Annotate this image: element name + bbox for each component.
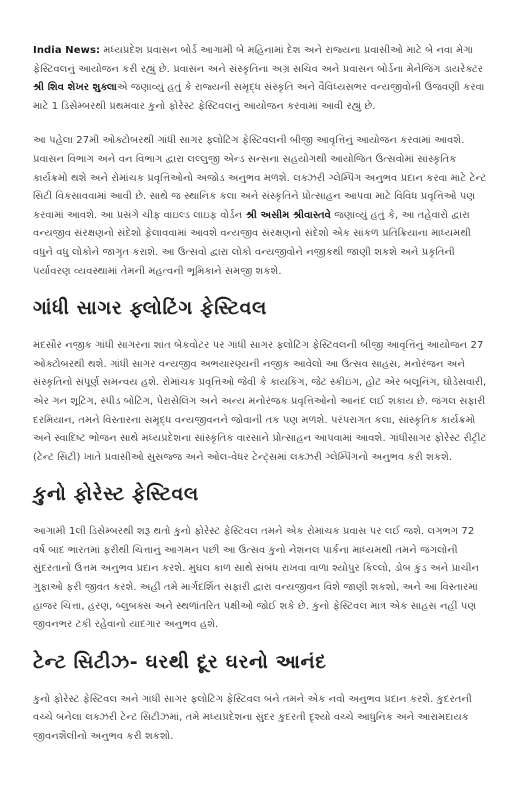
source-label: India News:: [33, 45, 101, 56]
second-paragraph: [33, 132, 489, 281]
section-heading-kuno: કુનો ફોરેસ્ટ ફેસ્ટિવલ: [33, 483, 199, 506]
second-text: આ પહેલા 27મી ઓક્ટોબરથી ગાંધી સાગર ફ્લોટિંગ ફેસ્ટિવલની બીજી આવૃત્તિનું આયોજન કરવામાં આવશે. પ્રવાસન વિભાગ અને વન વિભાગ દ્વારા લલ્લુજી એન્ડ સન્સના સહયોગથી આયોજિત ઉત્સવોમાં સાંસ્કૃતિક કાર્યક્રમો થશે અને રોમાંચક પ્રવૃત્તિઓનો અજોડ અનુભવ મળશે. લક્ઝરી ગ્લેમ્પિંગ અનુભવ પ્રદાન કરવા માટે ટેન્ટ સિટી વિકસાવવામાં આવી છે. સાથે જ સ્થાનિક કલા અને સંસ્કૃતિને પ્રોત્સાહન આપવા માટે વિવિધ પ્રવૃત્તિઓ પણ કરવામાં આવશે. આ પ્રસંગે ચીફ વાઇલ્ડ લાઇફ વોર્ડન: [33, 135, 487, 221]
intro-text: મધ્યપ્રદેશ પ્રવાસન બોર્ડ આગામી બે મહિનામાં દેશ અને રાજ્યના પ્રવાસીઓ માટે બે નવા મેગા ફેસ્ટિવલનું આયોજન કરી રહ્યું છે. પ્રવાસન અને સંસ્કૃતિના અગ્ર સચિવ અને પ્રવાસન બોર્ડના મેનેજિંગ ડાયરેક્ટર: [33, 45, 484, 75]
section-heading-gandhi-sagar: ગાંધી સાગર ફ્લોટિંગ ફેસ્ટિવલ: [33, 297, 268, 320]
second-text-tail: જણાવ્યું હતું કે, આ તહેવારો દ્વારા વન્યજીવ સંરક્ષણનો સંદેશો ફેલાવવામાં આવશે વન્યજીવ સંરક્ષણનો સંદેશો એક સાંકળ પ્રતિક્રિયાના માધ્યમથી વધુને વધુ લોકોને જાગૃત કરાશે. આ ઉત્સવો દ્વારા લોકો વન્યજીવોને નજીકથી જાણી શકશે અને પ્રકૃતિની પર્યાવરણ વ્યવસ્થામાં તેમની મહત્વની ભૂમિકાને સમજી શકશે.: [33, 209, 471, 277]
section-text-kuno: આગામી 1લી ડિસેમ્બરથી શરૂ થતો કુનો ફોરેસ્ટ ફેસ્ટિવલ તમને એક રોમાંચક પ્રવાસ પર લઈ જશે. લગભગ 72 વર્ષ બાદ ભારતમાં ફરીથી ચિત્તાનું આગમન પછી આ ઉત્સવ કુનો નેશનલ પાર્કના માધ્યમથી તમને જંગલોની સુંદરતાનો ઉત્તમ અનુભવ પ્રદાન કરશે. મુઘલ કાળ સાથે સંબંધ રાખવા વાળા શ્યોપુર કિલ્લો, ડોબ કુંડ અને પ્રાચીન ગુફાઓ ફરી જીવંત કરશે. અહીં તમે માર્ગદર્શિત સફારી દ્વારા વન્યજીવન વિશે જાણી શકશો, અને આ વિસ્તારમાં હાજર ચિત્તા, હરણ, બ્લુબક્સ અને સ્થળાંતરિત પક્ષીઓ જોઈ શકે છે. કુનો ફેસ્ટિવલ માત્ર એક સાહસ નહીં પણ જીવનભર ટકી રહેવાનો યાદગાર અનુભવ હશે.: [33, 526, 480, 631]
section-text-gandhi-sagar: મંદસૌર નજીક ગાંધી સાગરના શાંત બેકવોટર પર ગાંધી સાગર ફ્લોટિંગ ફેસ્ટિવલની બીજી આવૃત્તિનું આયોજન 27 ઓક્ટોબરથી થશે. ગાંધી સાગર વન્યજીવ અભયારણ્યની નજીક આવેલો આ ઉત્સવ સાહસ, મનોરંજન અને સંસ્કૃતિનો સંપૂર્ણ સમન્વય હશે. રોમાંચક પ્રવૃત્તિઓ જેવી કે કાયકિંગ, જેટ સ્કીઇંગ, હોટ એર બલૂનિંગ, ઘોડેસવારી, એર ગન શૂટિંગ, સ્પીડ બોટિંગ, પેરાસેલિંગ અને અન્ય મનોરંજક પ્રવૃત્તિઓનો આનંદ લઈ શકાય છે. જંગલ સફારી દરમિયાન, તમને વિસ્તારના સમૃદ્ધ વન્યજીવનને જોવાની તક પણ મળશે. પરંપરાગત કલા, સાંસ્કૃતિક કાર્યક્રમો અને સ્વાદિષ્ટ ભોજન સાથે મધ્યપ્રદેશના સાંસ્કૃતિક વારસાને પ્રોત્સાહન આપવામાં આવશે. ગાંધીસાગર ફોરેસ્ટ રીટ્રીટ (ટેન્ટ સિટી) ખાતે પ્રવાસીઓ સુસજ્જ અને ઓલ-વેધર ટેન્ટ્સમાં લક્ઝરી ગ્લેમ્પિંગનો અનુભવ કરી શકશે.: [33, 340, 487, 463]
intro-text-tail: એ જણાવ્યું હતું કે રાજ્યની સમૃદ્ધ સંસ્કૃતિ અને વૈવિધ્યસભર વન્યજીવોની ઉજવણી કરવા માટે 1 ડિસેમ્બરથી પ્રથમવાર કુનો ફોરેસ્ટ ફેસ્ટિવલનું આયોજન કરવામાં આવી રહ્યું છે.: [33, 82, 485, 112]
official-name: શ્રી શિવ શેખર શુક્લા: [33, 82, 117, 94]
warden-name: શ્રી અસીમ શ્રીવાસ્તવે: [242, 209, 332, 221]
section-text-tent-city: કુનો ફોરેસ્ટ ફેસ્ટિવલ અને ગાંધી સાગર ફ્લોટિંગ ફેસ્ટિવલ બંને તમને એક નવો અનુભવ પ્રદાન કરશે. કુદરતની વચ્ચે બનેલા લક્ઝરી ટેન્ટ સિટીઝમાં, તમે મધ્યપ્રદેશના સુંદર કુદરતી દૃશ્યો વચ્ચે આધુનિક અને આરામદાયક જીવનશૈલીનો અનુભવ કરી શકશો.: [33, 693, 472, 743]
section-heading-tent-city: ટેન્ટ સિટીઝ- ઘરથી દૂર ઘરનો આનંદ: [33, 650, 327, 673]
intro-paragraph: [33, 42, 489, 116]
